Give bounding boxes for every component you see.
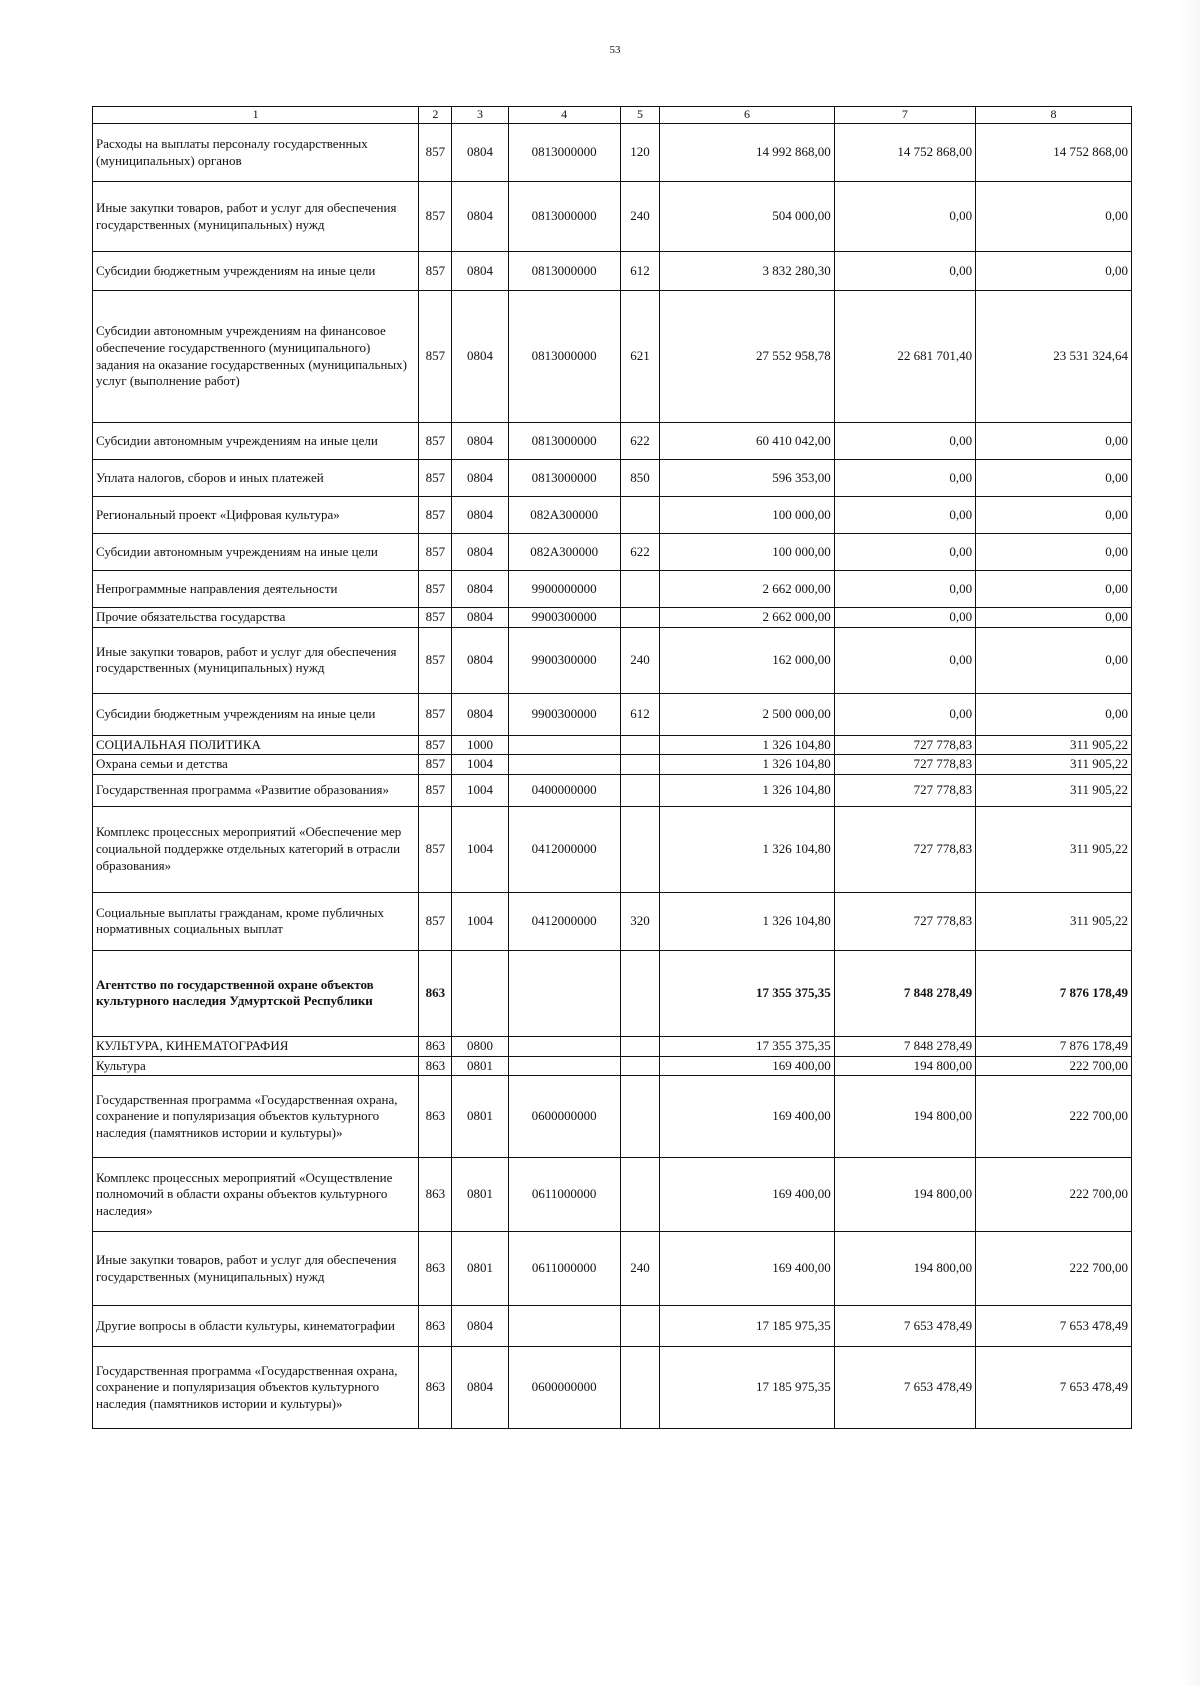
target-code (508, 1036, 620, 1056)
amount-col-6: 17 355 375,35 (660, 950, 835, 1036)
expense-type-code (620, 1306, 659, 1347)
table-row (93, 124, 1132, 182)
amount-col-8: 311 905,22 (976, 735, 1132, 755)
amount-col-6: 1 326 104,80 (660, 774, 835, 806)
admin-code: 857 (419, 124, 452, 182)
amount-col-7: 194 800,00 (834, 1232, 975, 1306)
expense-type-code (620, 806, 659, 892)
section-code (452, 950, 508, 1036)
target-code (508, 755, 620, 775)
amount-col-7: 0,00 (834, 497, 975, 534)
amount-col-7: 7 848 278,49 (834, 1036, 975, 1056)
admin-code: 857 (419, 291, 452, 423)
column-header: 7 (834, 107, 975, 124)
table-row (93, 1056, 1132, 1076)
row-name: Иные закупки товаров, работ и услуг для обеспечения государственных (муниципальных) нужд (93, 182, 419, 252)
table-row (93, 460, 1132, 497)
row-name: Агентство по государственной охране объектов культурного наследия Удмуртской Республики (93, 950, 419, 1036)
column-header-row (93, 107, 1132, 124)
row-name: Охрана семьи и детства (93, 755, 419, 775)
amount-col-6: 1 326 104,80 (660, 735, 835, 755)
column-header: 5 (620, 107, 659, 124)
amount-col-6: 1 326 104,80 (660, 892, 835, 950)
section-code: 0804 (452, 534, 508, 571)
admin-code: 857 (419, 693, 452, 735)
expense-type-code: 240 (620, 1232, 659, 1306)
amount-col-6: 14 992 868,00 (660, 124, 835, 182)
target-code: 0600000000 (508, 1347, 620, 1429)
amount-col-8: 222 700,00 (976, 1056, 1132, 1076)
amount-col-8: 0,00 (976, 497, 1132, 534)
amount-col-7: 14 752 868,00 (834, 124, 975, 182)
amount-col-8: 0,00 (976, 534, 1132, 571)
amount-col-6: 162 000,00 (660, 627, 835, 693)
amount-col-6: 169 400,00 (660, 1232, 835, 1306)
row-name: Субсидии автономным учреждениям на иные цели (93, 423, 419, 460)
table-row (93, 774, 1132, 806)
table-row (93, 291, 1132, 423)
amount-col-7: 727 778,83 (834, 774, 975, 806)
table-row (93, 1232, 1132, 1306)
section-code: 0804 (452, 423, 508, 460)
amount-col-8: 7 653 478,49 (976, 1306, 1132, 1347)
section-code: 0804 (452, 124, 508, 182)
expense-type-code (620, 950, 659, 1036)
amount-col-7: 0,00 (834, 182, 975, 252)
target-code: 9900300000 (508, 693, 620, 735)
expense-type-code (620, 1347, 659, 1429)
amount-col-7: 7 848 278,49 (834, 950, 975, 1036)
admin-code: 857 (419, 608, 452, 628)
amount-col-7: 194 800,00 (834, 1056, 975, 1076)
amount-col-6: 2 662 000,00 (660, 571, 835, 608)
row-name: Субсидии бюджетным учреждениям на иные цели (93, 252, 419, 291)
section-code: 0801 (452, 1158, 508, 1232)
expense-type-code: 320 (620, 892, 659, 950)
row-name: Субсидии автономным учреждениям на финансовое обеспечение государственного (муниципального) задания на оказание государственных (муниципальных) услуг (выполнение работ) (93, 291, 419, 423)
amount-col-7: 0,00 (834, 534, 975, 571)
table-row (93, 950, 1132, 1036)
expense-type-code (620, 774, 659, 806)
amount-col-8: 0,00 (976, 571, 1132, 608)
amount-col-6: 2 662 000,00 (660, 608, 835, 628)
amount-col-8: 14 752 868,00 (976, 124, 1132, 182)
amount-col-8: 0,00 (976, 460, 1132, 497)
amount-col-7: 727 778,83 (834, 755, 975, 775)
section-code: 0801 (452, 1076, 508, 1158)
expense-type-code (620, 497, 659, 534)
amount-col-8: 7 876 178,49 (976, 1036, 1132, 1056)
section-code: 1004 (452, 806, 508, 892)
section-code: 1004 (452, 755, 508, 775)
amount-col-6: 1 326 104,80 (660, 755, 835, 775)
section-code: 0804 (452, 497, 508, 534)
expense-type-code (620, 1036, 659, 1056)
amount-col-8: 0,00 (976, 423, 1132, 460)
amount-col-8: 311 905,22 (976, 892, 1132, 950)
row-name: Субсидии бюджетным учреждениям на иные цели (93, 693, 419, 735)
amount-col-6: 17 185 975,35 (660, 1306, 835, 1347)
target-code: 9900000000 (508, 571, 620, 608)
amount-col-7: 22 681 701,40 (834, 291, 975, 423)
target-code: 082A300000 (508, 497, 620, 534)
admin-code: 857 (419, 497, 452, 534)
amount-col-7: 0,00 (834, 627, 975, 693)
amount-col-7: 0,00 (834, 460, 975, 497)
expense-type-code: 622 (620, 534, 659, 571)
amount-col-6: 3 832 280,30 (660, 252, 835, 291)
admin-code: 863 (419, 1232, 452, 1306)
section-code: 0800 (452, 1036, 508, 1056)
row-name: Прочие обязательства государства (93, 608, 419, 628)
amount-col-6: 100 000,00 (660, 534, 835, 571)
section-code: 0804 (452, 291, 508, 423)
row-name: Социальные выплаты гражданам, кроме публичных нормативных социальных выплат (93, 892, 419, 950)
amount-col-6: 169 400,00 (660, 1056, 835, 1076)
amount-col-6: 504 000,00 (660, 182, 835, 252)
amount-col-6: 17 185 975,35 (660, 1347, 835, 1429)
admin-code: 863 (419, 1056, 452, 1076)
section-code: 0804 (452, 608, 508, 628)
row-name: Субсидии автономным учреждениям на иные цели (93, 534, 419, 571)
table-row (93, 534, 1132, 571)
expense-type-code: 850 (620, 460, 659, 497)
amount-col-8: 7 876 178,49 (976, 950, 1132, 1036)
column-header: 6 (660, 107, 835, 124)
expense-type-code (620, 1158, 659, 1232)
section-code: 0804 (452, 252, 508, 291)
amount-col-8: 0,00 (976, 693, 1132, 735)
expense-type-code: 120 (620, 124, 659, 182)
section-code: 0804 (452, 1347, 508, 1429)
target-code: 082A300000 (508, 534, 620, 571)
amount-col-7: 727 778,83 (834, 735, 975, 755)
expense-type-code (620, 608, 659, 628)
target-code: 0813000000 (508, 252, 620, 291)
target-code: 0600000000 (508, 1076, 620, 1158)
amount-col-7: 194 800,00 (834, 1076, 975, 1158)
amount-col-8: 0,00 (976, 182, 1132, 252)
row-name: Иные закупки товаров, работ и услуг для обеспечения государственных (муниципальных) нужд (93, 1232, 419, 1306)
amount-col-6: 2 500 000,00 (660, 693, 835, 735)
amount-col-7: 7 653 478,49 (834, 1347, 975, 1429)
row-name: Непрограммные направления деятельности (93, 571, 419, 608)
table-row (93, 806, 1132, 892)
section-code: 0801 (452, 1232, 508, 1306)
admin-code: 857 (419, 423, 452, 460)
target-code (508, 1306, 620, 1347)
expense-type-code (620, 735, 659, 755)
section-code: 0804 (452, 693, 508, 735)
expense-type-code: 622 (620, 423, 659, 460)
amount-col-8: 311 905,22 (976, 774, 1132, 806)
expense-type-code: 240 (620, 627, 659, 693)
admin-code: 857 (419, 182, 452, 252)
admin-code: 857 (419, 735, 452, 755)
row-name: Региональный проект «Цифровая культура» (93, 497, 419, 534)
table-row (93, 1076, 1132, 1158)
row-name: КУЛЬТУРА, КИНЕМАТОГРАФИЯ (93, 1036, 419, 1056)
amount-col-7: 727 778,83 (834, 892, 975, 950)
section-code: 0804 (452, 460, 508, 497)
target-code: 9900300000 (508, 627, 620, 693)
amount-col-7: 194 800,00 (834, 1158, 975, 1232)
admin-code: 857 (419, 571, 452, 608)
target-code: 0611000000 (508, 1158, 620, 1232)
amount-col-7: 0,00 (834, 252, 975, 291)
amount-col-6: 1 326 104,80 (660, 806, 835, 892)
section-code: 0804 (452, 1306, 508, 1347)
target-code: 0813000000 (508, 460, 620, 497)
scan-edge (1178, 0, 1200, 1686)
column-header: 4 (508, 107, 620, 124)
section-code: 1004 (452, 892, 508, 950)
amount-col-8: 0,00 (976, 608, 1132, 628)
admin-code: 863 (419, 1076, 452, 1158)
expense-type-code (620, 1076, 659, 1158)
expense-type-code: 612 (620, 252, 659, 291)
table-row (93, 571, 1132, 608)
row-name: Комплекс процессных мероприятий «Обеспечение мер социальной поддержке отдельных категорий в отрасли образования» (93, 806, 419, 892)
table-row (93, 1306, 1132, 1347)
admin-code: 863 (419, 1036, 452, 1056)
page-number: 53 (609, 44, 621, 56)
table-row (93, 423, 1132, 460)
amount-col-6: 596 353,00 (660, 460, 835, 497)
table-row (93, 1036, 1132, 1056)
amount-col-7: 727 778,83 (834, 806, 975, 892)
expense-type-code (620, 1056, 659, 1076)
target-code: 0813000000 (508, 291, 620, 423)
table-row (93, 755, 1132, 775)
admin-code: 863 (419, 1158, 452, 1232)
column-header: 2 (419, 107, 452, 124)
column-header: 8 (976, 107, 1132, 124)
table-row (93, 1158, 1132, 1232)
admin-code: 857 (419, 460, 452, 497)
amount-col-6: 60 410 042,00 (660, 423, 835, 460)
admin-code: 857 (419, 774, 452, 806)
target-code: 0813000000 (508, 182, 620, 252)
amount-col-7: 0,00 (834, 571, 975, 608)
amount-col-7: 0,00 (834, 423, 975, 460)
target-code: 0813000000 (508, 124, 620, 182)
expense-type-code (620, 571, 659, 608)
section-code: 0804 (452, 182, 508, 252)
admin-code: 857 (419, 892, 452, 950)
expense-type-code: 621 (620, 291, 659, 423)
row-name: Культура (93, 1056, 419, 1076)
admin-code: 857 (419, 806, 452, 892)
target-code (508, 735, 620, 755)
amount-col-8: 311 905,22 (976, 755, 1132, 775)
amount-col-7: 0,00 (834, 608, 975, 628)
amount-col-8: 222 700,00 (976, 1076, 1132, 1158)
table-row (93, 608, 1132, 628)
section-code: 0801 (452, 1056, 508, 1076)
amount-col-6: 17 355 375,35 (660, 1036, 835, 1056)
target-code: 0412000000 (508, 892, 620, 950)
amount-col-7: 0,00 (834, 693, 975, 735)
section-code: 1004 (452, 774, 508, 806)
target-code: 0611000000 (508, 1232, 620, 1306)
target-code (508, 1056, 620, 1076)
table-row (93, 252, 1132, 291)
row-name: Государственная программа «Государственная охрана, сохранение и популяризация объектов культурного наследия (памятников истории и культуры)» (93, 1347, 419, 1429)
section-code: 1000 (452, 735, 508, 755)
table-row (93, 892, 1132, 950)
target-code: 0813000000 (508, 423, 620, 460)
expense-type-code: 612 (620, 693, 659, 735)
admin-code: 857 (419, 534, 452, 571)
row-name: Иные закупки товаров, работ и услуг для обеспечения государственных (муниципальных) нужд (93, 627, 419, 693)
row-name: СОЦИАЛЬНАЯ ПОЛИТИКА (93, 735, 419, 755)
amount-col-6: 169 400,00 (660, 1076, 835, 1158)
target-code (508, 950, 620, 1036)
section-code: 0804 (452, 627, 508, 693)
section-code: 0804 (452, 571, 508, 608)
amount-col-8: 311 905,22 (976, 806, 1132, 892)
admin-code: 857 (419, 627, 452, 693)
admin-code: 863 (419, 1347, 452, 1429)
amount-col-8: 222 700,00 (976, 1158, 1132, 1232)
amount-col-8: 7 653 478,49 (976, 1347, 1132, 1429)
table-row (93, 182, 1132, 252)
table-row (93, 497, 1132, 534)
admin-code: 857 (419, 252, 452, 291)
row-name: Государственная программа «Государственная охрана, сохранение и популяризация объектов культурного наследия (памятников истории и культуры)» (93, 1076, 419, 1158)
amount-col-6: 27 552 958,78 (660, 291, 835, 423)
target-code: 9900300000 (508, 608, 620, 628)
table-row (93, 735, 1132, 755)
table-row (93, 627, 1132, 693)
budget-table (92, 106, 1132, 1429)
target-code: 0400000000 (508, 774, 620, 806)
table-row (93, 693, 1132, 735)
amount-col-8: 23 531 324,64 (976, 291, 1132, 423)
column-header: 1 (93, 107, 419, 124)
expense-type-code (620, 755, 659, 775)
row-name: Комплекс процессных мероприятий «Осуществление полномочий в области охраны объектов культурного наследия» (93, 1158, 419, 1232)
admin-code: 863 (419, 950, 452, 1036)
expense-type-code: 240 (620, 182, 659, 252)
amount-col-8: 0,00 (976, 252, 1132, 291)
admin-code: 863 (419, 1306, 452, 1347)
column-header: 3 (452, 107, 508, 124)
amount-col-8: 0,00 (976, 627, 1132, 693)
row-name: Государственная программа «Развитие образования» (93, 774, 419, 806)
row-name: Уплата налогов, сборов и иных платежей (93, 460, 419, 497)
amount-col-6: 100 000,00 (660, 497, 835, 534)
target-code: 0412000000 (508, 806, 620, 892)
row-name: Расходы на выплаты персоналу государственных (муниципальных) органов (93, 124, 419, 182)
table-row (93, 1347, 1132, 1429)
admin-code: 857 (419, 755, 452, 775)
amount-col-7: 7 653 478,49 (834, 1306, 975, 1347)
amount-col-8: 222 700,00 (976, 1232, 1132, 1306)
row-name: Другие вопросы в области культуры, кинематографии (93, 1306, 419, 1347)
amount-col-6: 169 400,00 (660, 1158, 835, 1232)
